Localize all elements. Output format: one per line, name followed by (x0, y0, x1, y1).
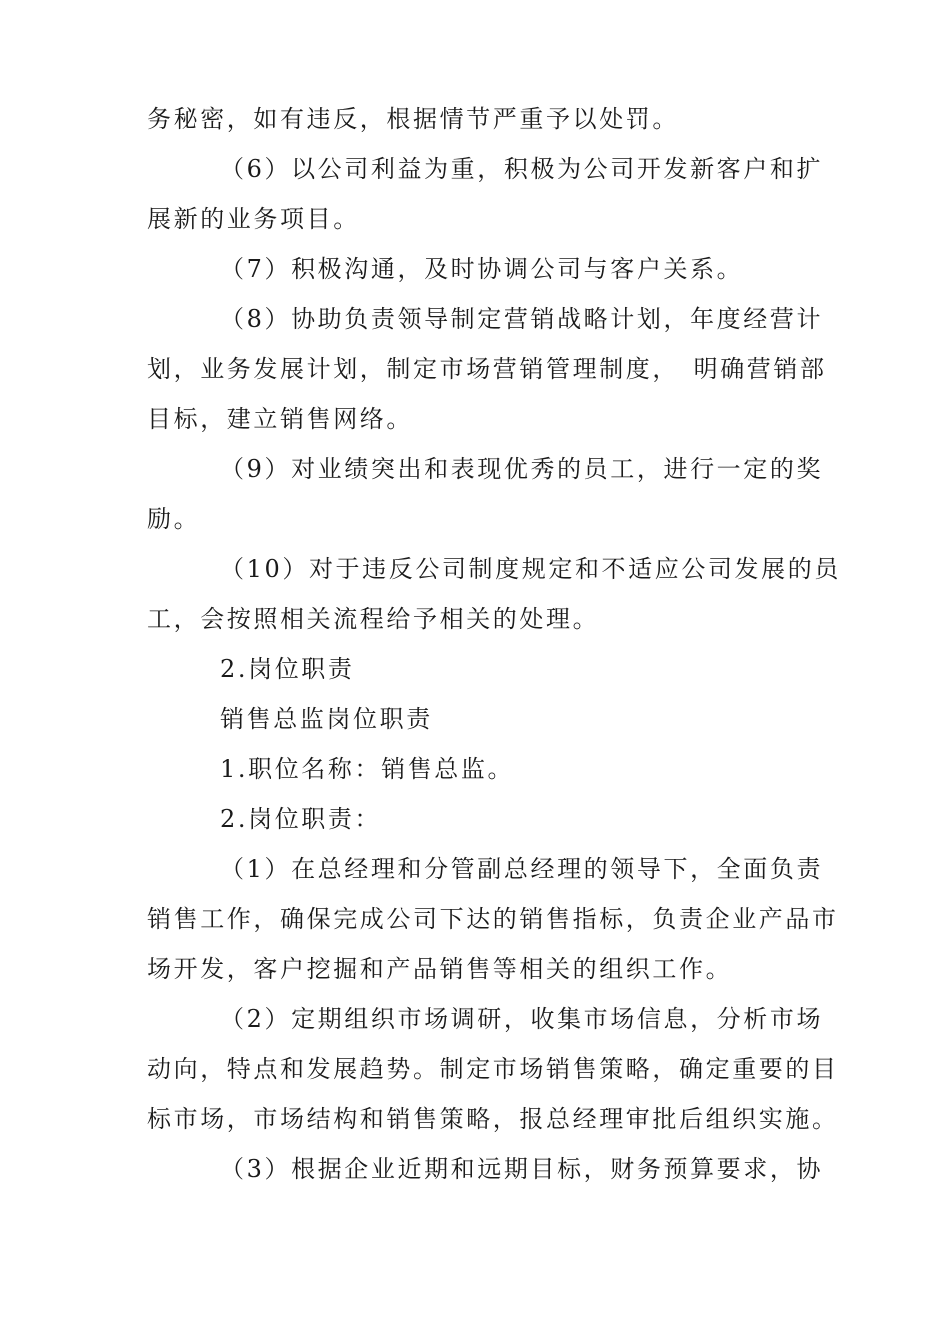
text-line: 励。 (147, 505, 201, 533)
text-line: 销售工作，确保完成公司下达的销售指标，负责企业产品市 (147, 905, 839, 933)
text-line: 标市场，市场结构和销售策略，报总经理审批后组织实施。 (147, 1105, 839, 1133)
section-heading: 2.岗位职责 (220, 655, 355, 683)
section-title: 销售总监岗位职责 (220, 705, 433, 733)
text-line: 场开发，客户挖掘和产品销售等相关的组织工作。 (147, 955, 733, 983)
text-line: 划，业务发展计划，制定市场营销管理制度， 明确营销部 (147, 355, 827, 383)
text-line: 工，会按照相关流程给予相关的处理。 (147, 605, 600, 633)
text-line: （1）在总经理和分管副总经理的领导下，全面负责 (220, 855, 824, 883)
text-line: 2.岗位职责： (220, 805, 382, 833)
text-line: （6）以公司利益为重，积极为公司开发新客户和扩 (220, 155, 824, 183)
text-line: （2）定期组织市场调研，收集市场信息，分析市场 (220, 1005, 824, 1033)
text-line: 1.职位名称：销售总监。 (220, 755, 515, 783)
text-line: 目标，建立销售网络。 (147, 405, 413, 433)
text-line: 务秘密，如有违反，根据情节严重予以处罚。 (147, 105, 679, 133)
text-line: （9）对业绩突出和表现优秀的员工，进行一定的奖 (220, 455, 824, 483)
text-line: （8）协助负责领导制定营销战略计划，年度经营计 (220, 305, 824, 333)
text-line: 展新的业务项目。 (147, 205, 360, 233)
text-line: （3）根据企业近期和远期目标，财务预算要求，协 (220, 1155, 824, 1183)
text-line: （10）对于违反公司制度规定和不适应公司发展的员 (220, 555, 841, 583)
text-line: （7）积极沟通，及时协调公司与客户关系。 (220, 255, 744, 283)
text-line: 动向，特点和发展趋势。制定市场销售策略，确定重要的目 (147, 1055, 839, 1083)
